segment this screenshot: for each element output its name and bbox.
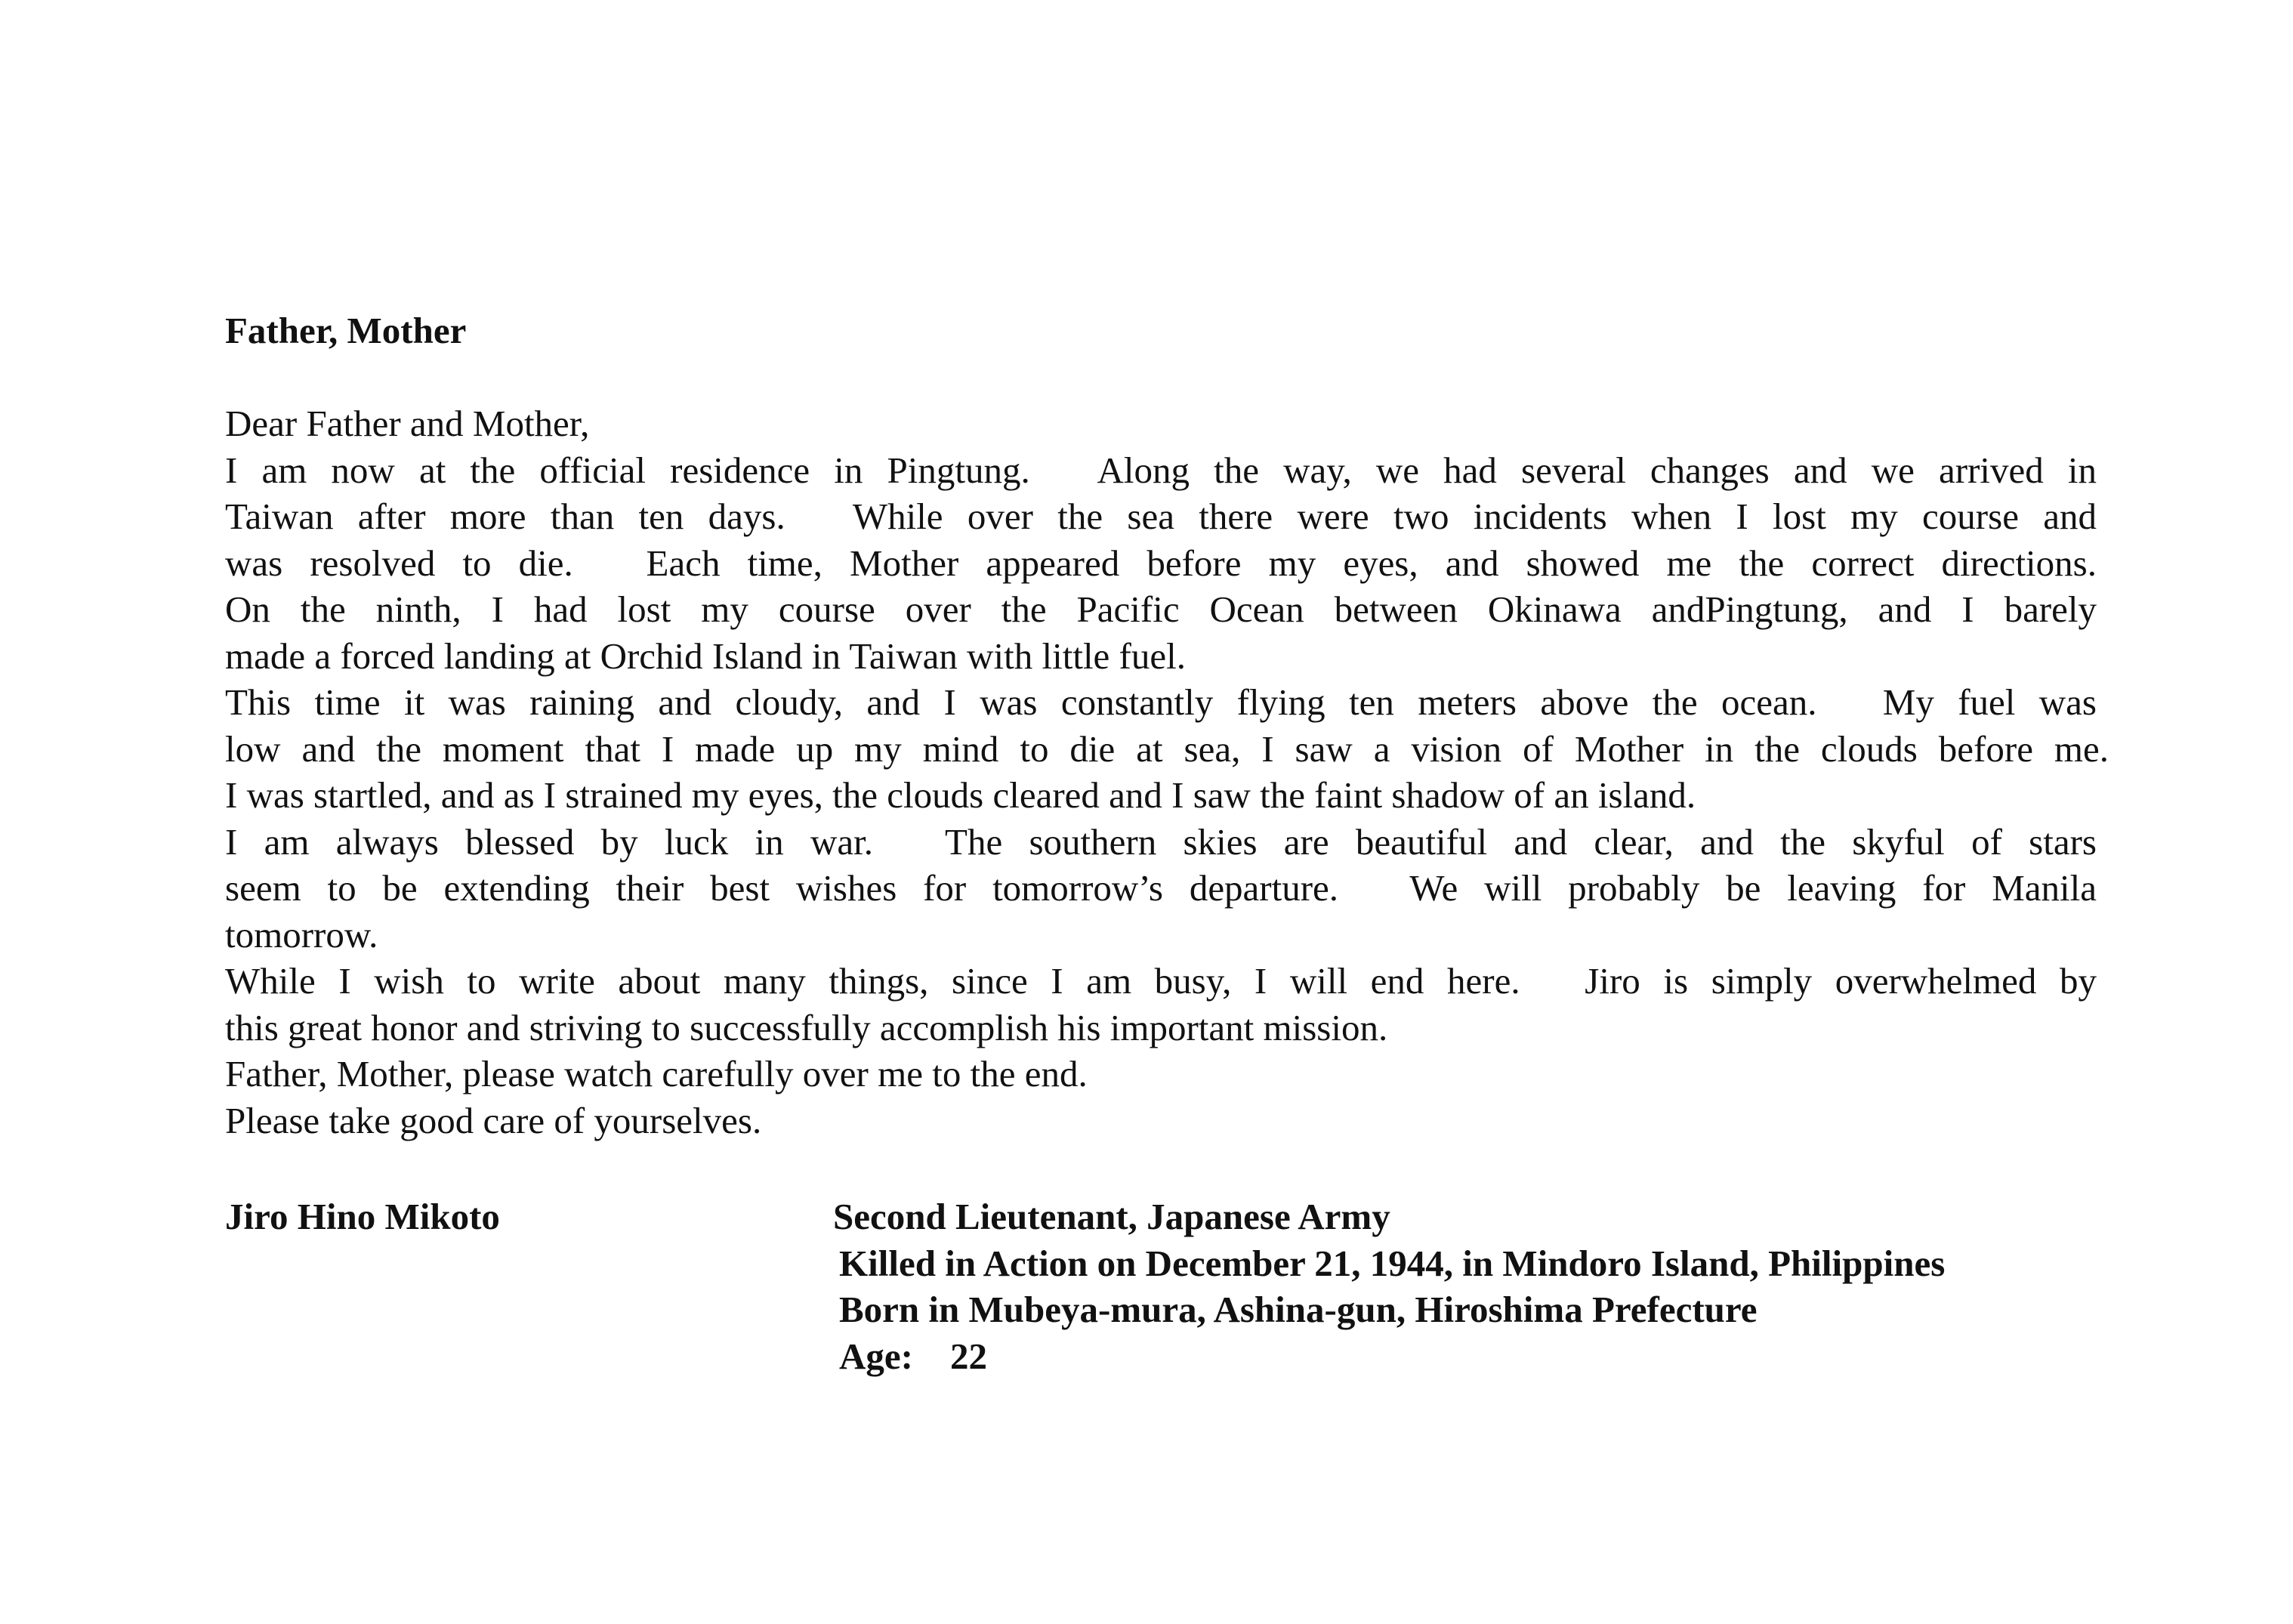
letter-line-salutation: Dear Father and Mother, — [225, 403, 590, 444]
signature-killed-in-action: Killed in Action on December 21, 1944, in Mindoro Island, Philippines — [839, 1242, 1946, 1284]
letter-line: This time it was raining and cloudy, and I was constantly flying ten meters above the ocean. My fuel was — [225, 681, 2097, 723]
letter-line: Father, Mother, please watch carefully over me to the end. — [225, 1053, 1088, 1095]
letter-line: Taiwan after more than ten days. While over the sea there were two incidents when I lost my course and — [225, 496, 2097, 537]
letter-line: I am always blessed by luck in war. The southern skies are beautiful and clear, and the skyful of stars — [225, 820, 2097, 863]
letter-line: I was startled, and as I strained my eyes, the clouds cleared and I saw the faint shadow of an island. — [225, 774, 1696, 816]
letter-line: was resolved to die. Each time, Mother appeared before my eyes, and showed me the correct directions. — [225, 542, 2097, 584]
signature-age: Age: 22 — [839, 1335, 987, 1377]
letter-line-closing: Please take good care of yourselves. — [225, 1099, 762, 1141]
signature-birthplace: Born in Mubeya-mura, Ashina-gun, Hiroshima Prefecture — [839, 1289, 1758, 1330]
letter-body — [225, 400, 2113, 1144]
signature-details — [833, 1193, 1945, 1379]
letter-line: this great honor and striving to successfully accomplish his important mission. — [225, 1006, 1388, 1048]
letter-line: I am now at the official residence in Pingtung. Along the way, we had several changes and we arrived in — [225, 449, 2097, 491]
letter-line: On the ninth, I had lost my course over the Pacific Ocean between Okinawa andPingtung, and I barely — [225, 588, 2097, 630]
letter-heading: Father, Mother — [225, 310, 467, 351]
signature-name: Jiro Hino Mikoto — [225, 1196, 500, 1237]
letter-line: made a forced landing at Orchid Island in Taiwan with little fuel. — [225, 634, 1186, 677]
letter-line: tomorrow. — [225, 913, 378, 956]
letter-line: While I wish to write about many things, since I am busy, I will end here. Jiro is simply overwhelmed by — [225, 960, 2097, 1002]
signature-rank: Second Lieutenant, Japanese Army — [833, 1196, 1390, 1237]
letter-line: seem to be extending their best wishes for tomorrow’s departure. We will probably be leaving for Manila — [225, 867, 2097, 909]
letter-line: low and the moment that I made up my mind to die at sea, I saw a vision of Mother in the clouds before me. — [225, 727, 2109, 770]
